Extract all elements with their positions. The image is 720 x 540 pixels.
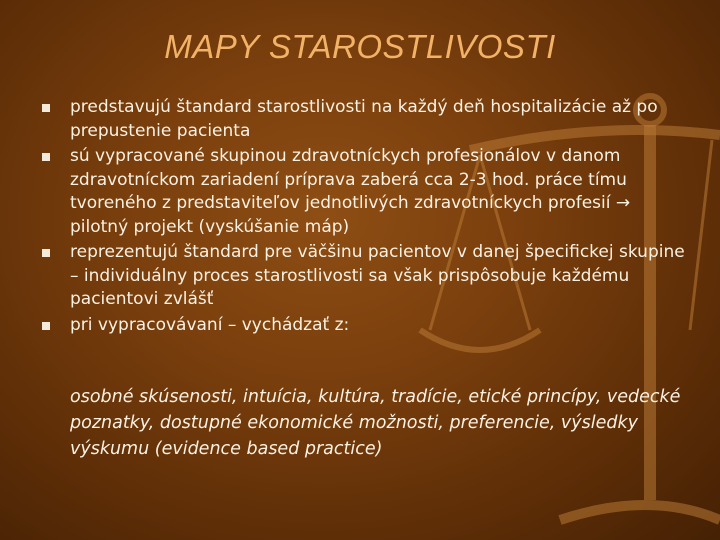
bullet-text: sú vypracované skupinou zdravotníckych profesionálov v danom zdravotníckom zariadení príprava zaberá cca 2-3 hod. práce tímu tvoreného z predstaviteľov jednotlivých zdravotníckych profesií → pilotný projekt (vyskúšanie máp) xyxy=(70,146,631,237)
bullet-list xyxy=(38,96,688,339)
square-bullet-icon xyxy=(42,249,50,257)
bullet-item xyxy=(38,145,688,239)
slide-title: MAPY STAROSTLIVOSTI xyxy=(164,28,556,65)
bullet-item xyxy=(38,241,688,312)
bullet-text: predstavujú štandard starostlivosti na každý deň hospitalizácie až po prepustenie pacienta xyxy=(70,97,658,141)
square-bullet-icon xyxy=(42,104,50,112)
bullet-text: reprezentujú štandard pre väčšinu pacientov v danej špecifickej skupine – individuálny proces starostlivosti sa však prispôsobuje každému pacientovi zvlášť xyxy=(70,242,685,309)
bullet-text: pri vypracovávaní – vychádzať z: xyxy=(70,314,350,335)
square-bullet-icon xyxy=(42,322,50,330)
italic-note: osobné skúsenosti, intuícia, kultúra, tradície, etické princípy, vedecké poznatky, dostupné ekonomické možnosti, preferencie, výsledky výskumu (evidence based practice) xyxy=(70,387,681,459)
square-bullet-icon xyxy=(42,153,50,161)
bullet-item xyxy=(38,314,688,338)
bullet-item xyxy=(38,96,688,143)
